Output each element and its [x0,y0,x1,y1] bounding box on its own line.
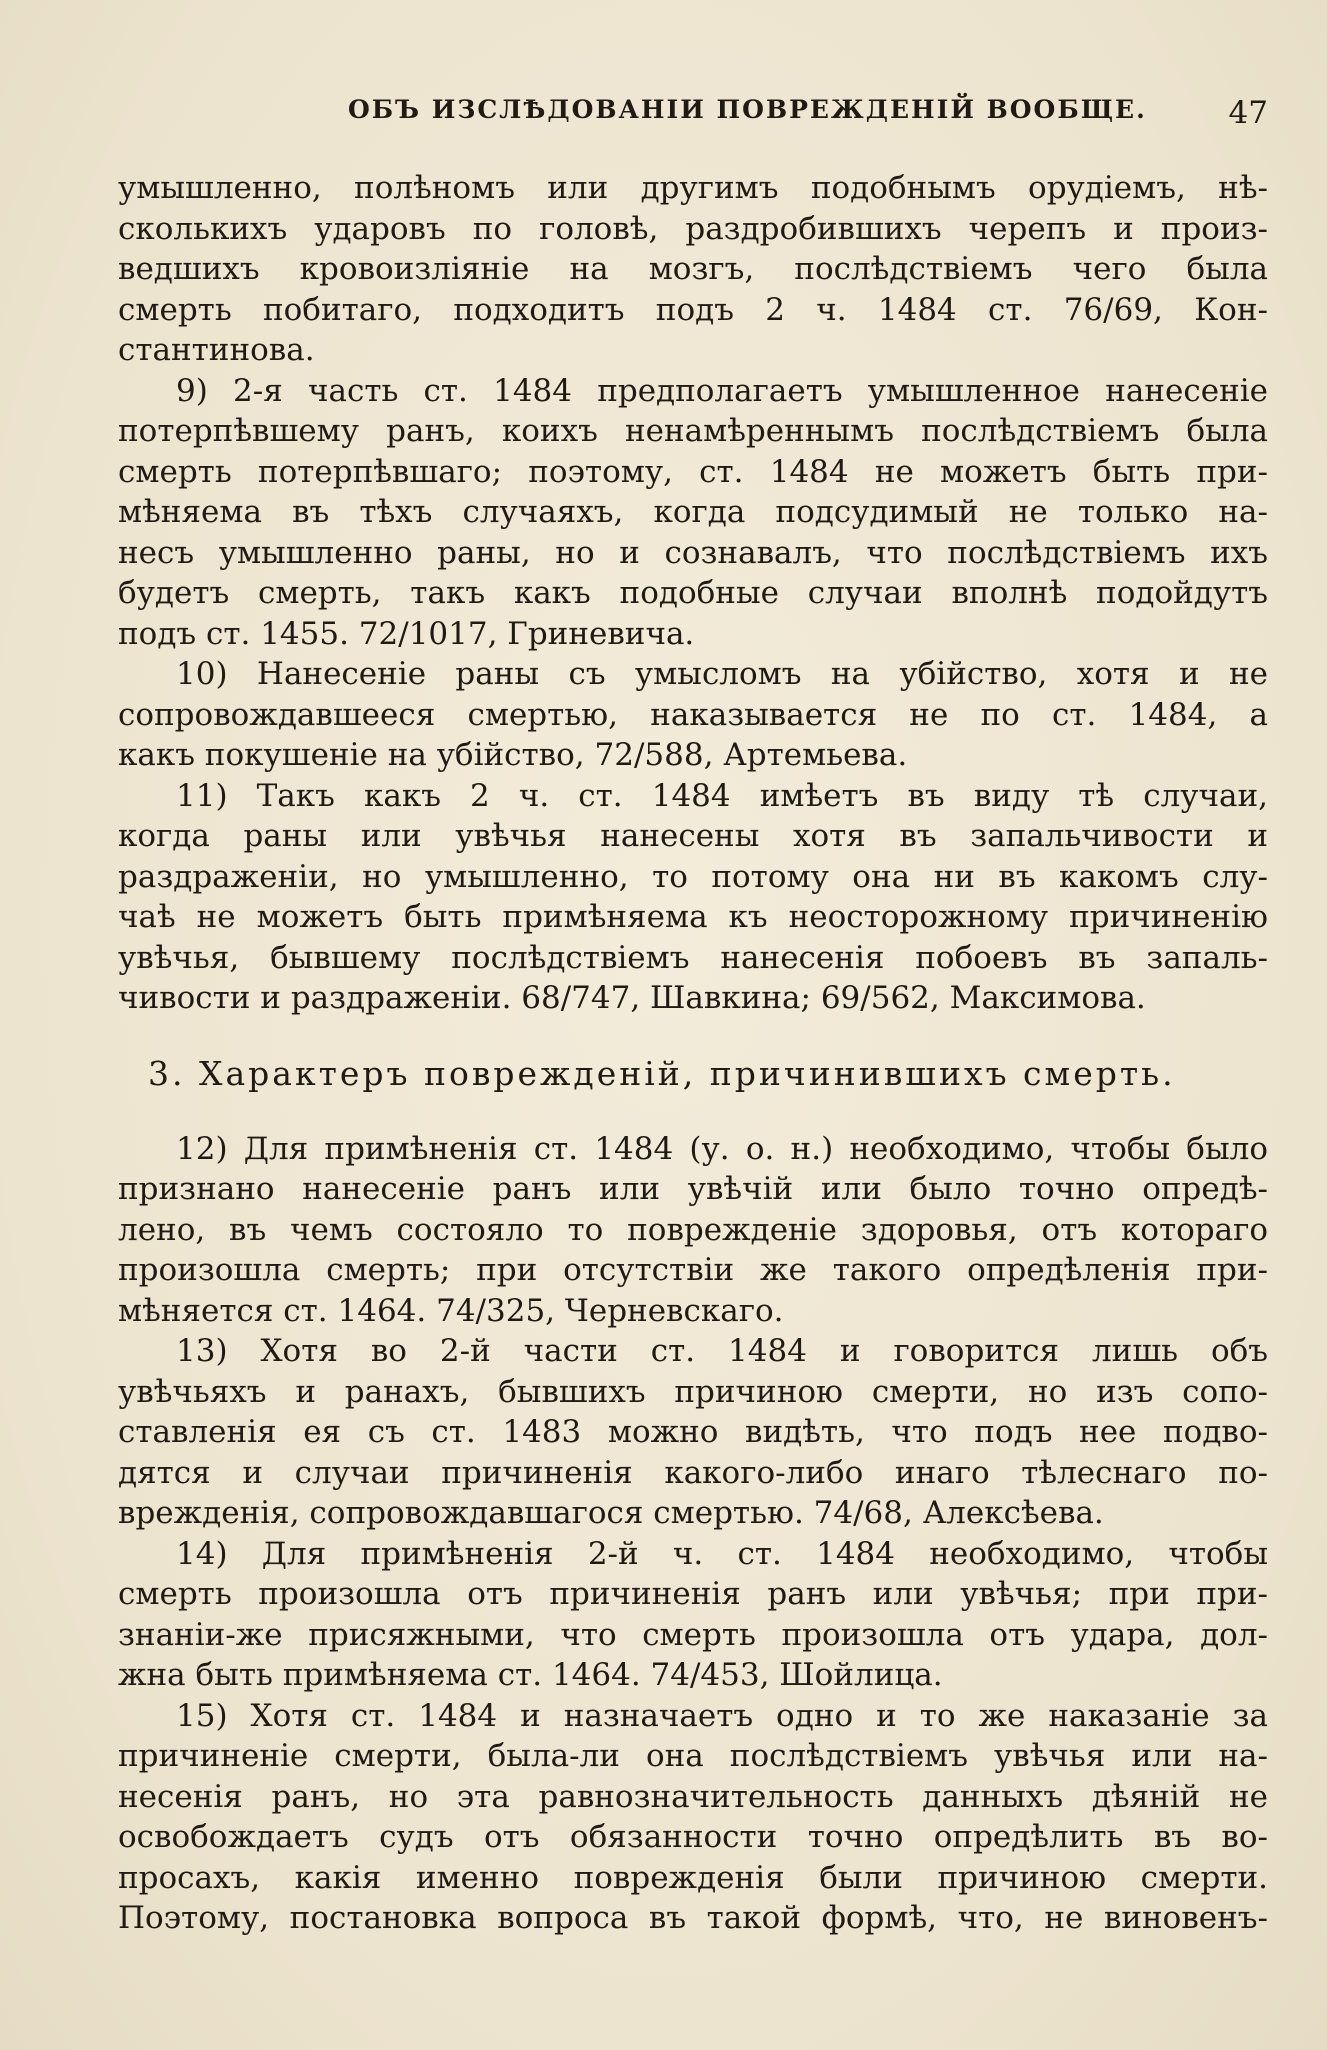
text-line: смерть побитаго, подходитъ подъ 2 ч. 1484 ст. 76/69, Кон- [118,291,1268,328]
text-line: причиненіе смерти, была-ли она послѣдствіемъ увѣчья или на- [118,1738,1268,1774]
text-line: ставленія ея съ ст. 1483 можно видѣть, что подъ нее подво- [118,1414,1268,1450]
text-line: чивости и раздраженіи. 68/747, Шавкина; 69/562, Максимова. [118,980,1146,1016]
text-line: какъ покушеніе на убійство, 72/588, Артемьева. [118,737,908,773]
text-line: дятся и случаи причиненія какого-либо инаго тѣлеснаго по- [118,1454,1268,1491]
text-line: увѣчья, бывшему послѣдствіемъ нанесенія побоевъ въ запаль- [118,939,1268,976]
text-line: Поэтому, постановка вопроса въ такой формѣ, что, не виновенъ- [118,1900,1268,1936]
page-number: 47 [1228,95,1268,131]
text-line: 9) 2-я часть ст. 1484 предполагаетъ умышленное нанесеніе [176,372,1268,409]
text-line: мѣняема въ тѣхъ случаяхъ, когда подсудимый не только на- [118,494,1268,530]
text-line: 10) Нанесеніе раны съ умысломъ на убійство, хотя и не [176,656,1268,692]
text-line: потерпѣвшему ранъ, коихъ ненамѣреннымъ послѣдствіемъ была [118,413,1268,449]
body-text [118,168,1268,1939]
text-line: признано нанесеніе ранъ или увѣчій или было точно опредѣ- [118,1171,1268,1207]
text-line: смерть потерпѣвшаго; поэтому, ст. 1484 не можетъ быть при- [118,453,1268,490]
running-title: ОБЪ ИЗСЛѢДОВАНІИ ПОВРЕЖДЕНІЙ ВООБЩЕ. [348,95,1147,124]
text-line: подъ ст. 1455. 72/1017, Гриневича. [118,615,695,652]
text-line: 15) Хотя ст. 1484 и назначаетъ одно и то же наказаніе за [176,1697,1268,1734]
text-line: 13) Хотя во 2-й части ст. 1484 и говорится лишь объ [176,1333,1268,1369]
text-line: 12) Для примѣненія ст. 1484 (у. о. н.) необходимо, чтобы было [176,1130,1268,1167]
text-line: несенія ранъ, но эта равнозначительность данныхъ дѣяній не [118,1778,1268,1815]
text-line: увѣчьяхъ и ранахъ, бывшихъ причиною смерти, но изъ сопо- [118,1373,1268,1410]
text-line: ведшихъ кровоизліяніе на мозгъ, послѣдствіемъ чего была [118,251,1268,287]
text-line: сколькихъ ударовъ по головѣ, раздробившихъ черепъ и произ- [118,210,1268,247]
text-line: стантинова. [118,332,315,368]
text-line: произошла смерть; при отсутствіи же такого опредѣленія при- [118,1252,1268,1288]
text-line: врежденія, сопровождавшагося смертью. 74/68, Алексѣева. [118,1495,1104,1531]
text-line: раздраженіи, но умышленно, то потому она ни въ какомъ слу- [118,858,1268,895]
text-line: умышленно, полѣномъ или другимъ подобнымъ орудіемъ, нѣ- [118,170,1268,206]
section-heading: 3. Характеръ поврежденій, причинившихъ смерть. [148,1053,1176,1093]
text-line: освобождаетъ судъ отъ обязанности точно опредѣлить въ во- [118,1819,1268,1855]
text-line: 14) Для примѣненія 2-й ч. ст. 1484 необходимо, чтобы [176,1535,1268,1572]
text-line: будетъ смерть, такъ какъ подобные случаи вполнѣ подойдутъ [118,575,1268,611]
text-line: несъ умышленно раны, но и сознавалъ, что послѣдствіемъ ихъ [118,534,1268,571]
text-line: когда раны или увѣчья нанесены хотя въ запальчивости и [118,818,1268,854]
text-line: сопровождавшееся смертью, наказывается не по ст. 1484, а [118,696,1268,733]
text-line: смерть произошла отъ причиненія ранъ или увѣчья; при при- [118,1576,1268,1612]
text-line: жна быть примѣняема ст. 1464. 74/453, Шойлица. [118,1657,943,1693]
running-header [118,95,1268,135]
text-line: мѣняется ст. 1464. 74/325, Черневскаго. [118,1292,784,1329]
text-line: знаніи-же присяжными, что смерть произошла отъ удара, дол- [118,1616,1268,1653]
text-line: 11) Такъ какъ 2 ч. ст. 1484 имѣетъ въ виду тѣ случаи, [176,777,1268,814]
text-line: просахъ, какія именно поврежденія были причиною смерти. [118,1859,1268,1896]
text-line: лено, въ чемъ состояло то поврежденіе здоровья, отъ котораго [118,1211,1268,1248]
text-line: чаѣ не можетъ быть примѣняема къ неосторожному причиненію [118,899,1268,935]
